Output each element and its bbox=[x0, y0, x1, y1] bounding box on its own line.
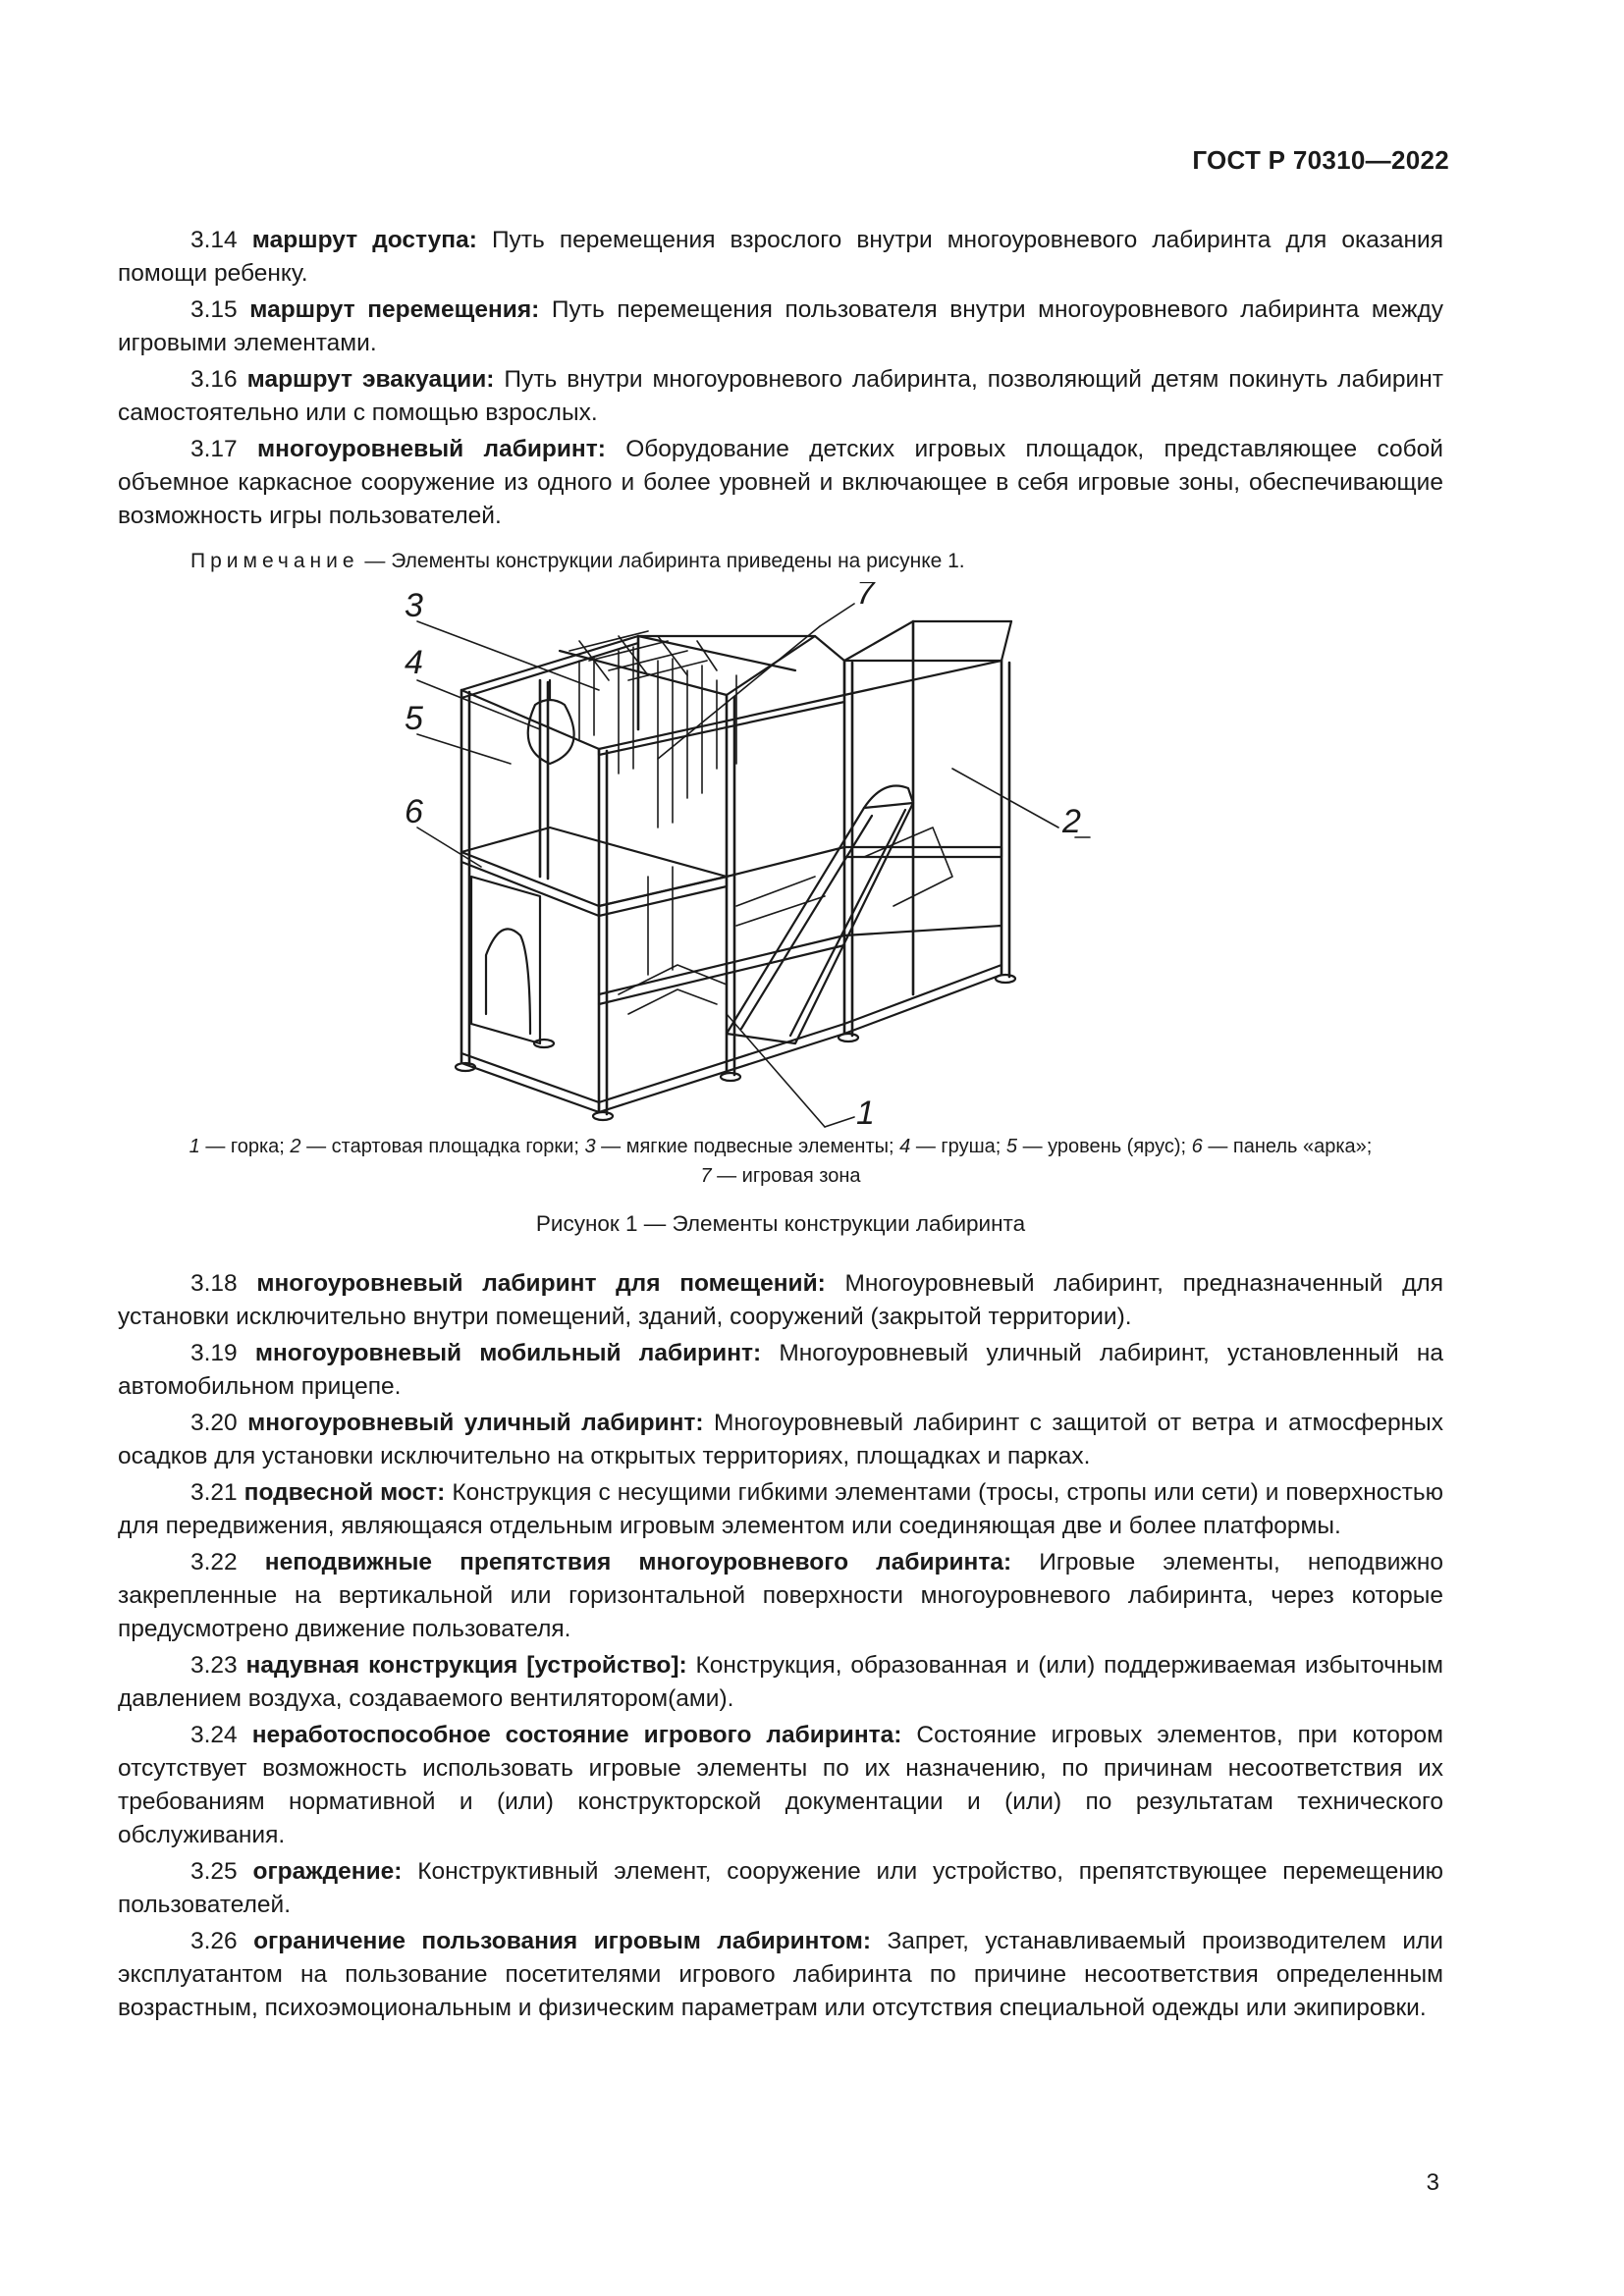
term-3-26 bbox=[118, 1925, 1443, 2025]
term-number: 3.26 bbox=[190, 1928, 238, 1954]
term-title: неподвижные препятствия многоуровневого лабиринта: bbox=[264, 1549, 1012, 1575]
legend-num: 2 bbox=[290, 1136, 301, 1157]
term-definition: Многоуровневый уличный лабиринт, установленный на автомобильном прицепе. bbox=[118, 1340, 1443, 1400]
term-number: 3.16 bbox=[190, 366, 238, 393]
term-title: маршрут эвакуации: bbox=[246, 366, 495, 393]
note bbox=[118, 547, 1443, 576]
callout-2: 2 bbox=[1062, 803, 1081, 840]
term-number: 3.14 bbox=[190, 227, 238, 253]
term-number: 3.15 bbox=[190, 296, 238, 323]
legend-text: — игровая зона bbox=[717, 1165, 861, 1187]
callout-5: 5 bbox=[405, 700, 423, 737]
term-definition: Путь перемещения пользователя внутри многоуровневого лабиринта между игровыми элементами. bbox=[118, 296, 1444, 356]
term-definition: Состояние игровых элементов, при котором отсутствует возможность использовать игровые элементы по их назначению, по причинам несоответствия их требованиям нормативной и (или) конструкторской документации и (или) по результатам технического обслуживания. bbox=[118, 1722, 1443, 1848]
term-definition: Путь перемещения взрослого внутри многоуровневого лабиринта для оказания помощи ребенку. bbox=[118, 227, 1443, 287]
term-definition: Многоуровневый лабиринт с защитой от ветра и атмосферных осадков для установки исключительно на открытых территориях, площадках и парках. bbox=[118, 1410, 1444, 1469]
note-text: — Элементы конструкции лабиринта приведены на рисунке 1. bbox=[364, 550, 965, 572]
term-definition: Многоуровневый лабиринт, предназначенный для установки исключительно внутри помещений, зданий, сооружений (закрытой территории). bbox=[118, 1270, 1443, 1330]
terms-bottom bbox=[118, 1267, 1443, 2025]
legend-text: — уровень (ярус); bbox=[1022, 1136, 1187, 1157]
hanging-elements bbox=[569, 631, 736, 828]
term-number: 3.19 bbox=[190, 1340, 238, 1366]
term-3-15 bbox=[118, 294, 1443, 360]
callout-3: 3 bbox=[405, 587, 423, 624]
term-number: 3.20 bbox=[190, 1410, 238, 1436]
term-number: 3.24 bbox=[190, 1722, 238, 1748]
callout-1: 1 bbox=[856, 1095, 875, 1132]
term-number: 3.25 bbox=[190, 1858, 238, 1885]
terms-top bbox=[118, 224, 1443, 533]
term-3-17 bbox=[118, 433, 1443, 533]
term-title: маршрут перемещения: bbox=[249, 296, 540, 323]
term-3-23 bbox=[118, 1649, 1443, 1716]
note-label: Примечание bbox=[190, 550, 359, 572]
term-title: многоуровневый уличный лабиринт: bbox=[247, 1410, 704, 1436]
legend-num: 5 bbox=[1005, 1136, 1017, 1157]
legend-text: — груша; bbox=[915, 1136, 1001, 1157]
term-definition: Игровые элементы, неподвижно закрепленные на вертикальной или горизонтальной поверхности многоуровневого лабиринта, через которые предусмотрено движение пользователя. bbox=[118, 1549, 1443, 1642]
term-definition: Конструкция с несущими гибкими элементами (тросы, стропы или сети) и поверхностью для передвижения, являющаяся отдельным игровым элементом или соединяющая две и более платформы. bbox=[118, 1479, 1443, 1539]
legend-num: 3 bbox=[584, 1136, 596, 1157]
term-3-21 bbox=[118, 1476, 1443, 1543]
callout-leaders bbox=[417, 604, 1090, 1127]
term-definition: Запрет, устанавливаемый производителем или эксплуатантом на пользование посетителями игрового лабиринта по причине несоответствия определенным возрастным, психоэмоциональным и физическим параметрам или отсутствия специальной одежды или экипировки. bbox=[118, 1928, 1443, 2021]
term-title: маршрут доступа: bbox=[251, 227, 477, 253]
term-definition: Путь внутри многоуровневого лабиринта, позволяющий детям покинуть лабиринт самостоятельно или с помощью взрослых. bbox=[118, 366, 1443, 426]
legend-num: 1 bbox=[189, 1136, 200, 1157]
legend-text: — горка; bbox=[205, 1136, 285, 1157]
arch-panel bbox=[471, 877, 540, 1043]
term-title: надувная конструкция [устройство]: bbox=[245, 1652, 687, 1679]
term-title: неработоспособное состояние игрового лабиринта: bbox=[251, 1722, 902, 1748]
figure-caption: Рисунок 1 — Элементы конструкции лабиринта bbox=[535, 1211, 1026, 1236]
term-title: многоуровневый лабиринт: bbox=[257, 436, 606, 462]
slide bbox=[727, 786, 913, 1044]
term-title: многоуровневый лабиринт для помещений: bbox=[256, 1270, 826, 1297]
legend-text: — мягкие подвесные элементы; bbox=[601, 1136, 894, 1157]
callout-7: 7 bbox=[856, 582, 875, 612]
level-platform bbox=[461, 828, 1001, 1004]
term-title: подвесной мост: bbox=[244, 1479, 446, 1506]
legend-num: 7 bbox=[700, 1165, 712, 1187]
callout-4: 4 bbox=[405, 644, 423, 681]
labyrinth-drawing bbox=[403, 582, 1129, 1132]
term-number: 3.17 bbox=[190, 436, 238, 462]
document-code: ГОСТ Р 70310—2022 bbox=[1192, 145, 1449, 175]
term-3-18 bbox=[118, 1267, 1443, 1334]
legend-text: — панель «арка»; bbox=[1208, 1136, 1373, 1157]
term-3-24 bbox=[118, 1719, 1443, 1852]
page-content bbox=[118, 224, 1443, 2028]
term-definition: Конструктивный элемент, сооружение или устройство, препятствующее перемещению пользователей. bbox=[118, 1858, 1444, 1918]
page-number: 3 bbox=[1426, 2169, 1439, 2196]
term-number: 3.21 bbox=[190, 1479, 238, 1506]
figure-1 bbox=[118, 582, 1443, 1132]
term-number: 3.22 bbox=[190, 1549, 238, 1575]
term-3-22 bbox=[118, 1546, 1443, 1646]
legend-text: — стартовая площадка горки; bbox=[306, 1136, 579, 1157]
figure-legend bbox=[118, 1132, 1443, 1191]
legend-num: 6 bbox=[1191, 1136, 1203, 1157]
legend-num: 4 bbox=[899, 1136, 911, 1157]
term-title: ограждение: bbox=[252, 1858, 403, 1885]
term-title: ограничение пользования игровым лабиринтом: bbox=[253, 1928, 872, 1954]
term-3-25 bbox=[118, 1855, 1443, 1922]
term-definition: Конструкция, образованная и (или) поддерживаемая избыточным давлением воздуха, создаваемого вентилятором(ами). bbox=[118, 1652, 1444, 1712]
term-title: многоуровневый мобильный лабиринт: bbox=[254, 1340, 762, 1366]
term-number: 3.18 bbox=[190, 1270, 238, 1297]
term-3-16 bbox=[118, 363, 1443, 430]
term-number: 3.23 bbox=[190, 1652, 238, 1679]
term-3-20 bbox=[118, 1407, 1443, 1473]
term-3-19 bbox=[118, 1337, 1443, 1404]
term-definition: Оборудование детских игровых площадок, представляющее собой объемное каркасное сооружение из одного и более уровней и включающее в себя игровые зоны, обеспечивающие возможность игры пользователей. bbox=[118, 436, 1443, 529]
term-3-14 bbox=[118, 224, 1443, 291]
callout-6: 6 bbox=[405, 793, 423, 830]
